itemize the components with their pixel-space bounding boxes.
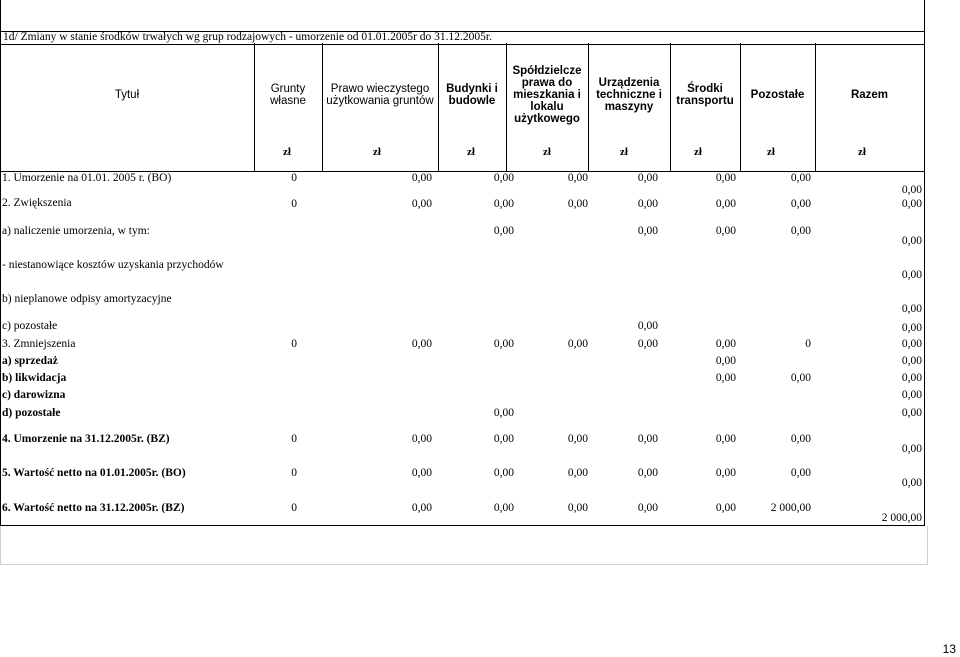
table-cell: 0,00: [637, 433, 658, 445]
col-spoldzielcze-header: Spółdzielcze prawa do mieszkania i lokalu użytkowego: [512, 64, 582, 125]
table-cell: 0,00: [567, 172, 588, 184]
table-cell: 2 000,00: [881, 512, 922, 524]
col-title-header: Tytuł: [114, 88, 140, 101]
table-cell: 0,00: [637, 172, 658, 184]
table-cell: 0: [291, 198, 297, 210]
row-label: 2. Zwiększenia: [2, 197, 72, 209]
row-label: b) nieplanowe odpisy amortyzacyjne: [2, 293, 172, 305]
unit-label: zł: [543, 146, 551, 158]
table-cell: 0,00: [901, 303, 922, 315]
table-cell: 0,00: [715, 433, 736, 445]
unit-label: zł: [694, 146, 702, 158]
col-budynki-header: Budynki i budowle: [446, 82, 498, 107]
row-label: 6. Wartość netto na 31.12.2005r. (BZ): [2, 502, 185, 514]
table-cell: 0,00: [901, 322, 922, 334]
row-label: 1. Umorzenie na 01.01. 2005 r. (BO): [2, 172, 172, 184]
table-cell: 0,00: [901, 184, 922, 196]
table-cell: 0,00: [493, 338, 514, 350]
table-cell: 0,00: [493, 502, 514, 514]
row-label: 5. Wartość netto na 01.01.2005r. (BO): [2, 467, 186, 479]
table-cell: 0,00: [715, 172, 736, 184]
table-cell: 0,00: [637, 338, 658, 350]
table-cell: 0,00: [567, 338, 588, 350]
unit-label: zł: [858, 146, 866, 158]
table-cell: 0,00: [901, 235, 922, 247]
table-cell: 0,00: [567, 502, 588, 514]
table-cell: 0,00: [790, 372, 811, 384]
table-cell: 0,00: [901, 477, 922, 489]
page-number: 13: [942, 642, 956, 656]
table-cell: 0,00: [715, 338, 736, 350]
table-cell: 0,00: [901, 269, 922, 281]
col-grunty-header: Grunty własne: [270, 82, 306, 107]
table-cell: 0,00: [493, 198, 514, 210]
table-cell: 0,00: [493, 433, 514, 445]
table-cell: 0: [291, 467, 297, 479]
row-label: a) naliczenie umorzenia, w tym:: [2, 225, 150, 237]
table-cell: 2 000,00: [770, 502, 811, 514]
row-label: - niestanowiące kosztów uzyskania przychodów: [2, 259, 224, 271]
table-cell: 0: [291, 502, 297, 514]
sheet-right-border: [924, 0, 925, 525]
col-razem-header: Razem: [850, 88, 889, 101]
table-cell: 0,00: [567, 467, 588, 479]
unit-label: zł: [620, 146, 628, 158]
table-cell: 0: [805, 338, 811, 350]
table-cell: 0,00: [411, 172, 432, 184]
unit-label: zł: [467, 146, 475, 158]
table-cell: 0,00: [790, 225, 811, 237]
report-title: 1d/ Zmiany w stanie środków trwałych wg grup rodzajowych - umorzenie od 01.01.2005r do 31.12.2005r.: [3, 31, 492, 43]
table-cell: 0,00: [637, 467, 658, 479]
table-cell: 0,00: [715, 355, 736, 367]
col-srodki-header: Środki transportu: [676, 82, 734, 107]
table-cell: 0: [291, 338, 297, 350]
table-cell: 0,00: [567, 198, 588, 210]
table-cell: 0,00: [901, 198, 922, 210]
table-cell: 0,00: [493, 225, 514, 237]
table-cell: 0,00: [790, 467, 811, 479]
table-cell: 0,00: [493, 172, 514, 184]
table-cell: 0,00: [790, 198, 811, 210]
table-cell: 0,00: [901, 389, 922, 401]
table-cell: 0,00: [493, 407, 514, 419]
table-cell: 0,00: [637, 198, 658, 210]
col-prawo-header: Prawo wieczystego użytkowania gruntów: [326, 82, 434, 107]
table-cell: 0,00: [637, 502, 658, 514]
table-cell: 0,00: [637, 320, 658, 332]
table-cell: 0,00: [901, 443, 922, 455]
unit-label: zł: [373, 146, 381, 158]
table-cell: 0,00: [493, 467, 514, 479]
table-cell: 0,00: [411, 338, 432, 350]
unit-label: zł: [283, 146, 291, 158]
table-cell: 0,00: [790, 433, 811, 445]
row-label: d) pozostałe: [2, 407, 61, 419]
table-cell: 0,00: [901, 355, 922, 367]
unit-label: zł: [767, 146, 775, 158]
col-urzadzenia-header: Urządzenia techniczne i maszyny: [596, 76, 662, 113]
table-cell: 0,00: [715, 372, 736, 384]
table-cell: 0,00: [411, 198, 432, 210]
table-cell: 0,00: [411, 467, 432, 479]
row-label: c) pozostałe: [2, 320, 58, 332]
table-cell: 0,00: [790, 172, 811, 184]
table-cell: 0,00: [411, 502, 432, 514]
table-cell: 0: [291, 433, 297, 445]
table-cell: 0,00: [901, 407, 922, 419]
col-pozostale-header: Pozostałe: [750, 88, 805, 101]
table-cell: 0,00: [715, 467, 736, 479]
table-cell: 0,00: [901, 372, 922, 384]
table-cell: 0,00: [567, 433, 588, 445]
table-cell: 0: [291, 172, 297, 184]
empty-frame: [0, 526, 928, 565]
table-cell: 0,00: [715, 225, 736, 237]
table-cell: 0,00: [715, 198, 736, 210]
table-cell: 0,00: [411, 433, 432, 445]
table-cell: 0,00: [901, 338, 922, 350]
row-label: 3. Zmniejszenia: [2, 338, 76, 350]
row-label: 4. Umorzenie na 31.12.2005r. (BZ): [2, 433, 170, 445]
row-label: b) likwidacja: [2, 372, 67, 384]
row-label: a) sprzedaż: [2, 355, 58, 367]
row-label: c) darowizna: [2, 389, 66, 401]
table-cell: 0,00: [637, 225, 658, 237]
table-cell: 0,00: [715, 502, 736, 514]
